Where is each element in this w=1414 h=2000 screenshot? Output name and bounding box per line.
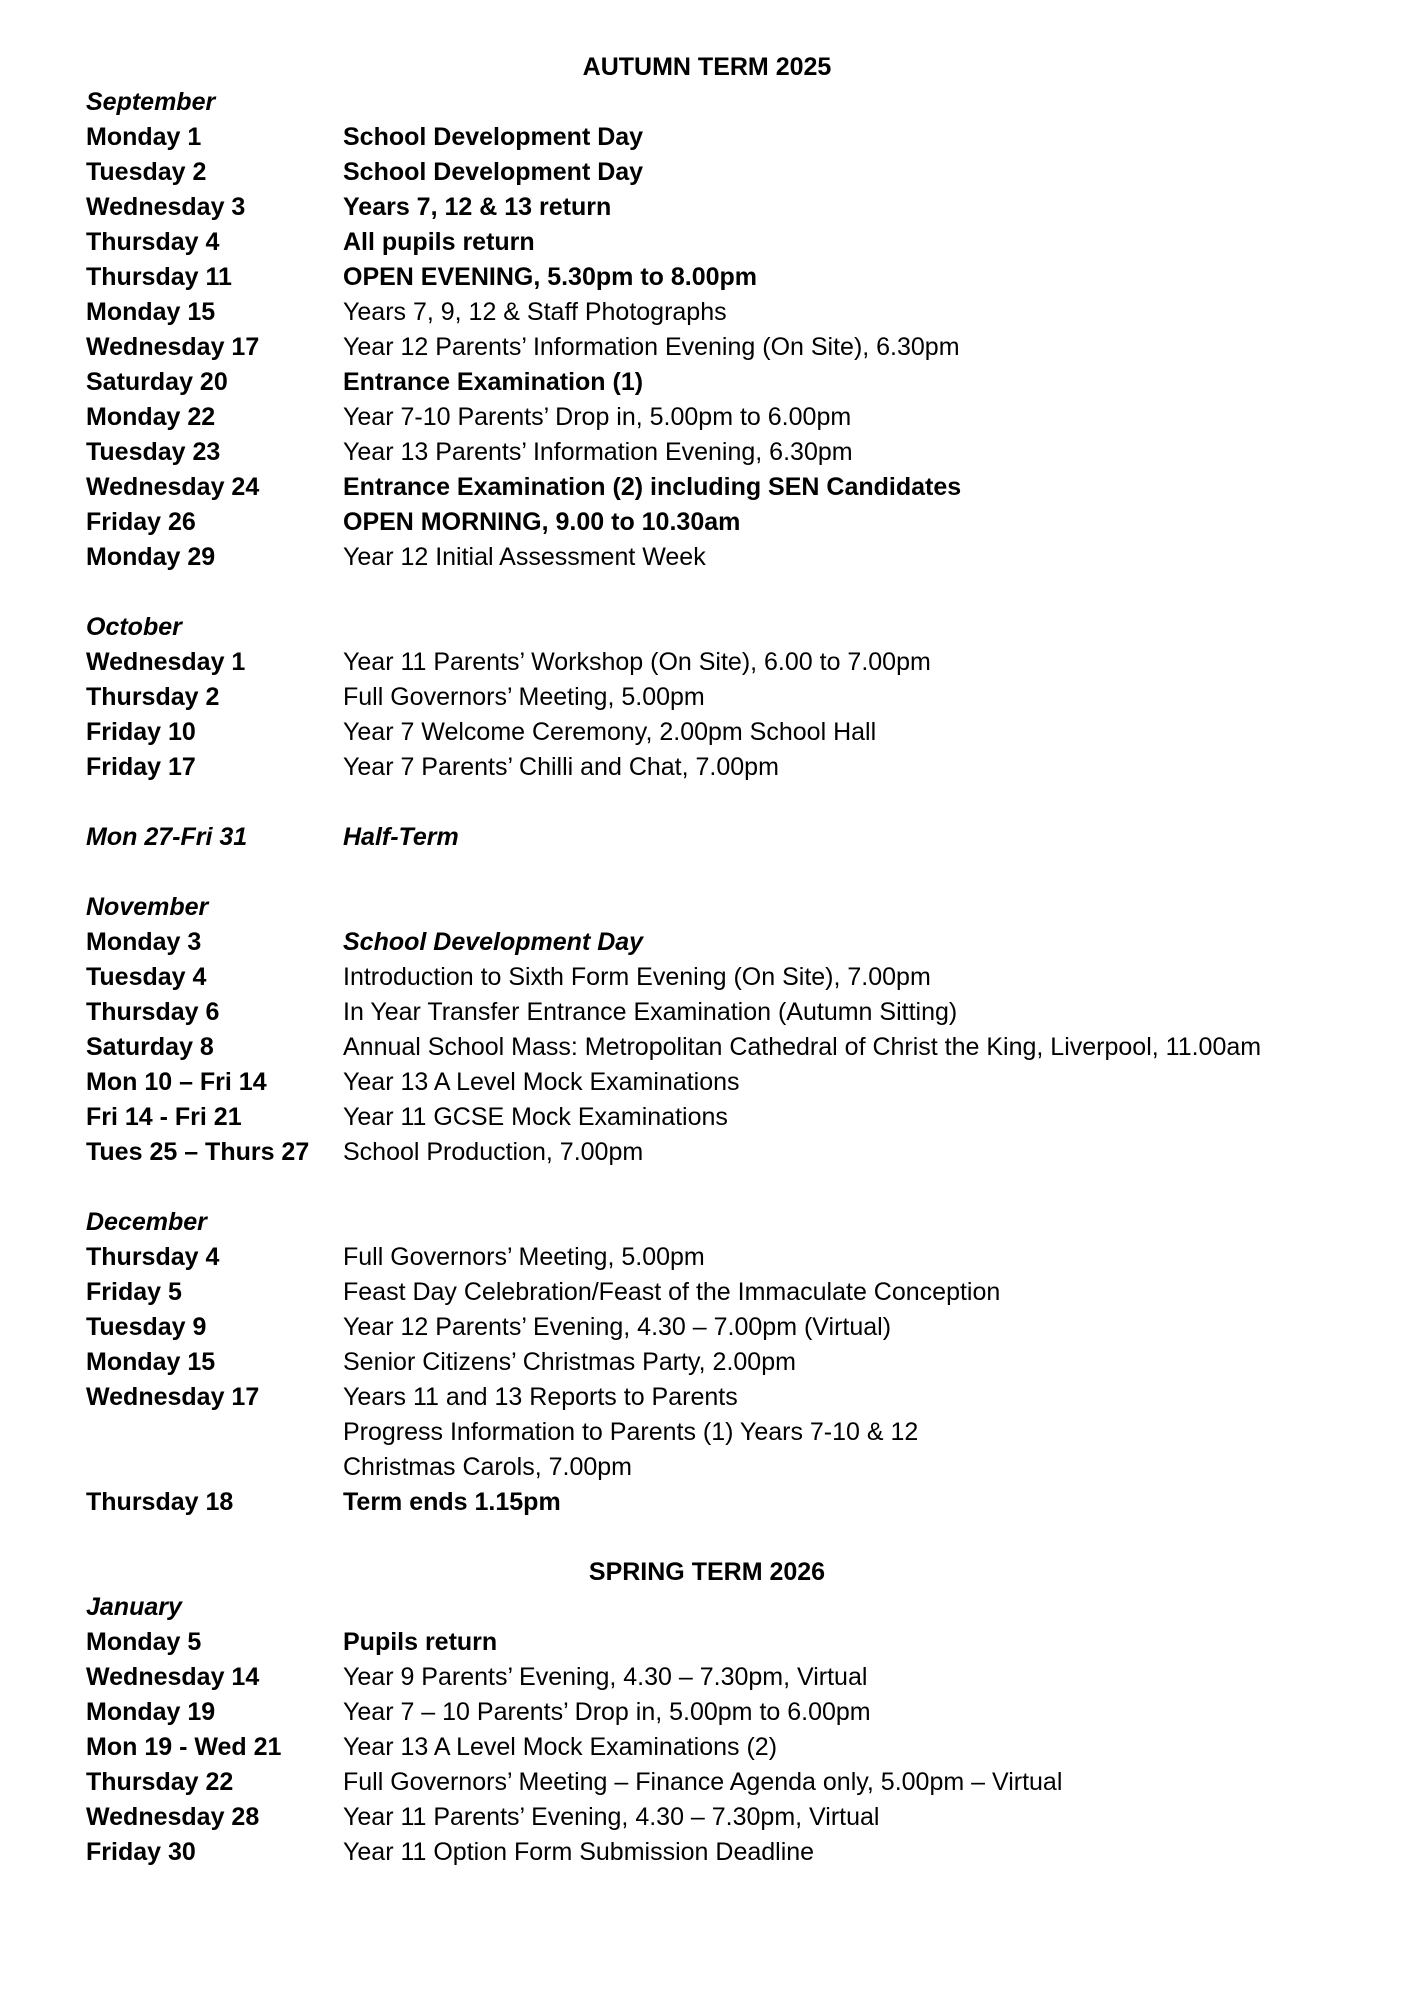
event-date: Mon 10 – Fri 14 — [86, 1068, 267, 1096]
event-description: Full Governors’ Meeting – Finance Agenda only, 5.00pm – Virtual — [343, 1768, 1063, 1796]
event-description: Year 12 Parents’ Evening, 4.30 – 7.00pm (Virtual) — [343, 1313, 892, 1341]
event-description: Year 7 – 10 Parents’ Drop in, 5.00pm to 6.00pm — [343, 1698, 871, 1726]
event-date: Thursday 6 — [86, 998, 220, 1026]
event-description: School Development Day — [343, 123, 644, 151]
event-date: Wednesday 14 — [86, 1663, 260, 1691]
event-date: Monday 3 — [86, 928, 202, 956]
event-description: Full Governors’ Meeting, 5.00pm — [343, 1243, 705, 1271]
event-description: School Production, 7.00pm — [343, 1138, 644, 1166]
event-description: Year 7 Parents’ Chilli and Chat, 7.00pm — [343, 753, 779, 781]
event-description: Year 11 Parents’ Evening, 4.30 – 7.30pm, Virtual — [343, 1803, 880, 1831]
event-date: Mon 27-Fri 31 — [86, 823, 248, 851]
event-description: Entrance Examination (2) including SEN Candidates — [343, 473, 962, 501]
event-date: Friday 26 — [86, 508, 196, 536]
month-heading: December — [86, 1208, 207, 1236]
event-date: Monday 19 — [86, 1698, 216, 1726]
event-date: Monday 1 — [86, 123, 202, 151]
event-description: Year 12 Parents’ Information Evening (On Site), 6.30pm — [343, 333, 960, 361]
event-date: Thursday 22 — [86, 1768, 234, 1796]
event-date: Monday 15 — [86, 1348, 216, 1376]
event-description: Years 11 and 13 Reports to Parents — [343, 1383, 738, 1411]
event-description: Christmas Carols, 7.00pm — [343, 1453, 632, 1481]
event-description: Year 9 Parents’ Evening, 4.30 – 7.30pm, Virtual — [343, 1663, 868, 1691]
event-date: Tuesday 23 — [86, 438, 221, 466]
event-date: Thursday 11 — [86, 263, 232, 291]
event-date: Monday 22 — [86, 403, 216, 431]
event-date: Monday 15 — [86, 298, 216, 326]
event-description: Half-Term — [343, 823, 459, 851]
event-description: All pupils return — [343, 228, 535, 256]
month-heading: September — [86, 88, 216, 116]
event-description: Progress Information to Parents (1) Years 7-10 & 12 — [343, 1418, 919, 1446]
event-date: Saturday 8 — [86, 1033, 214, 1061]
event-description: Full Governors’ Meeting, 5.00pm — [343, 683, 705, 711]
event-date: Saturday 20 — [86, 368, 228, 396]
event-description: Year 7-10 Parents’ Drop in, 5.00pm to 6.00pm — [343, 403, 852, 431]
event-description: In Year Transfer Entrance Examination (Autumn Sitting) — [343, 998, 958, 1026]
event-description: Entrance Examination (1) — [343, 368, 644, 396]
event-description: OPEN EVENING, 5.30pm to 8.00pm — [343, 263, 758, 291]
event-date: Monday 5 — [86, 1628, 202, 1656]
event-description: OPEN MORNING, 9.00 to 10.30am — [343, 508, 741, 536]
event-date: Tues 25 – Thurs 27 — [86, 1138, 310, 1166]
event-description: Year 13 Parents’ Information Evening, 6.30pm — [343, 438, 853, 466]
event-date: Monday 29 — [86, 543, 216, 571]
event-date: Friday 17 — [86, 753, 196, 781]
event-description: Year 11 Parents’ Workshop (On Site), 6.00 to 7.00pm — [343, 648, 931, 676]
term-heading: SPRING TERM 2026 — [588, 1558, 826, 1586]
event-date: Thursday 4 — [86, 1243, 220, 1271]
event-description: School Development Day — [343, 158, 644, 186]
event-description: Year 12 Initial Assessment Week — [343, 543, 706, 571]
event-date: Mon 19 - Wed 21 — [86, 1733, 282, 1761]
event-description: Years 7, 9, 12 & Staff Photographs — [343, 298, 727, 326]
event-date: Tuesday 9 — [86, 1313, 207, 1341]
month-heading: January — [86, 1593, 182, 1621]
event-description: Year 11 GCSE Mock Examinations — [343, 1103, 728, 1131]
event-date: Wednesday 3 — [86, 193, 246, 221]
event-date: Wednesday 17 — [86, 1383, 260, 1411]
term-heading: AUTUMN TERM 2025 — [582, 53, 832, 81]
event-description: School Development Day — [343, 928, 644, 956]
event-date: Wednesday 24 — [86, 473, 260, 501]
event-date: Thursday 4 — [86, 228, 220, 256]
month-heading: October — [86, 613, 182, 641]
event-date: Wednesday 1 — [86, 648, 246, 676]
event-date: Wednesday 28 — [86, 1803, 260, 1831]
event-description: Year 7 Welcome Ceremony, 2.00pm School Hall — [343, 718, 877, 746]
event-date: Tuesday 4 — [86, 963, 207, 991]
event-date: Tuesday 2 — [86, 158, 207, 186]
event-description: Annual School Mass: Metropolitan Cathedral of Christ the King, Liverpool, 11.00am — [343, 1033, 1262, 1061]
event-description: Year 13 A Level Mock Examinations (2) — [343, 1733, 778, 1761]
event-description: Feast Day Celebration/Feast of the Immaculate Conception — [343, 1278, 1001, 1306]
event-description: Years 7, 12 & 13 return — [343, 193, 612, 221]
event-description: Term ends 1.15pm — [343, 1488, 561, 1516]
event-date: Friday 5 — [86, 1278, 182, 1306]
event-date: Friday 30 — [86, 1838, 196, 1866]
event-date: Thursday 18 — [86, 1488, 234, 1516]
event-description: Pupils return — [343, 1628, 498, 1656]
event-description: Year 13 A Level Mock Examinations — [343, 1068, 740, 1096]
month-heading: November — [86, 893, 209, 921]
event-description: Introduction to Sixth Form Evening (On Site), 7.00pm — [343, 963, 931, 991]
event-date: Friday 10 — [86, 718, 196, 746]
event-date: Thursday 2 — [86, 683, 220, 711]
event-date: Wednesday 17 — [86, 333, 260, 361]
event-description: Senior Citizens’ Christmas Party, 2.00pm — [343, 1348, 796, 1376]
event-description: Year 11 Option Form Submission Deadline — [343, 1838, 815, 1866]
event-date: Fri 14 - Fri 21 — [86, 1103, 242, 1131]
